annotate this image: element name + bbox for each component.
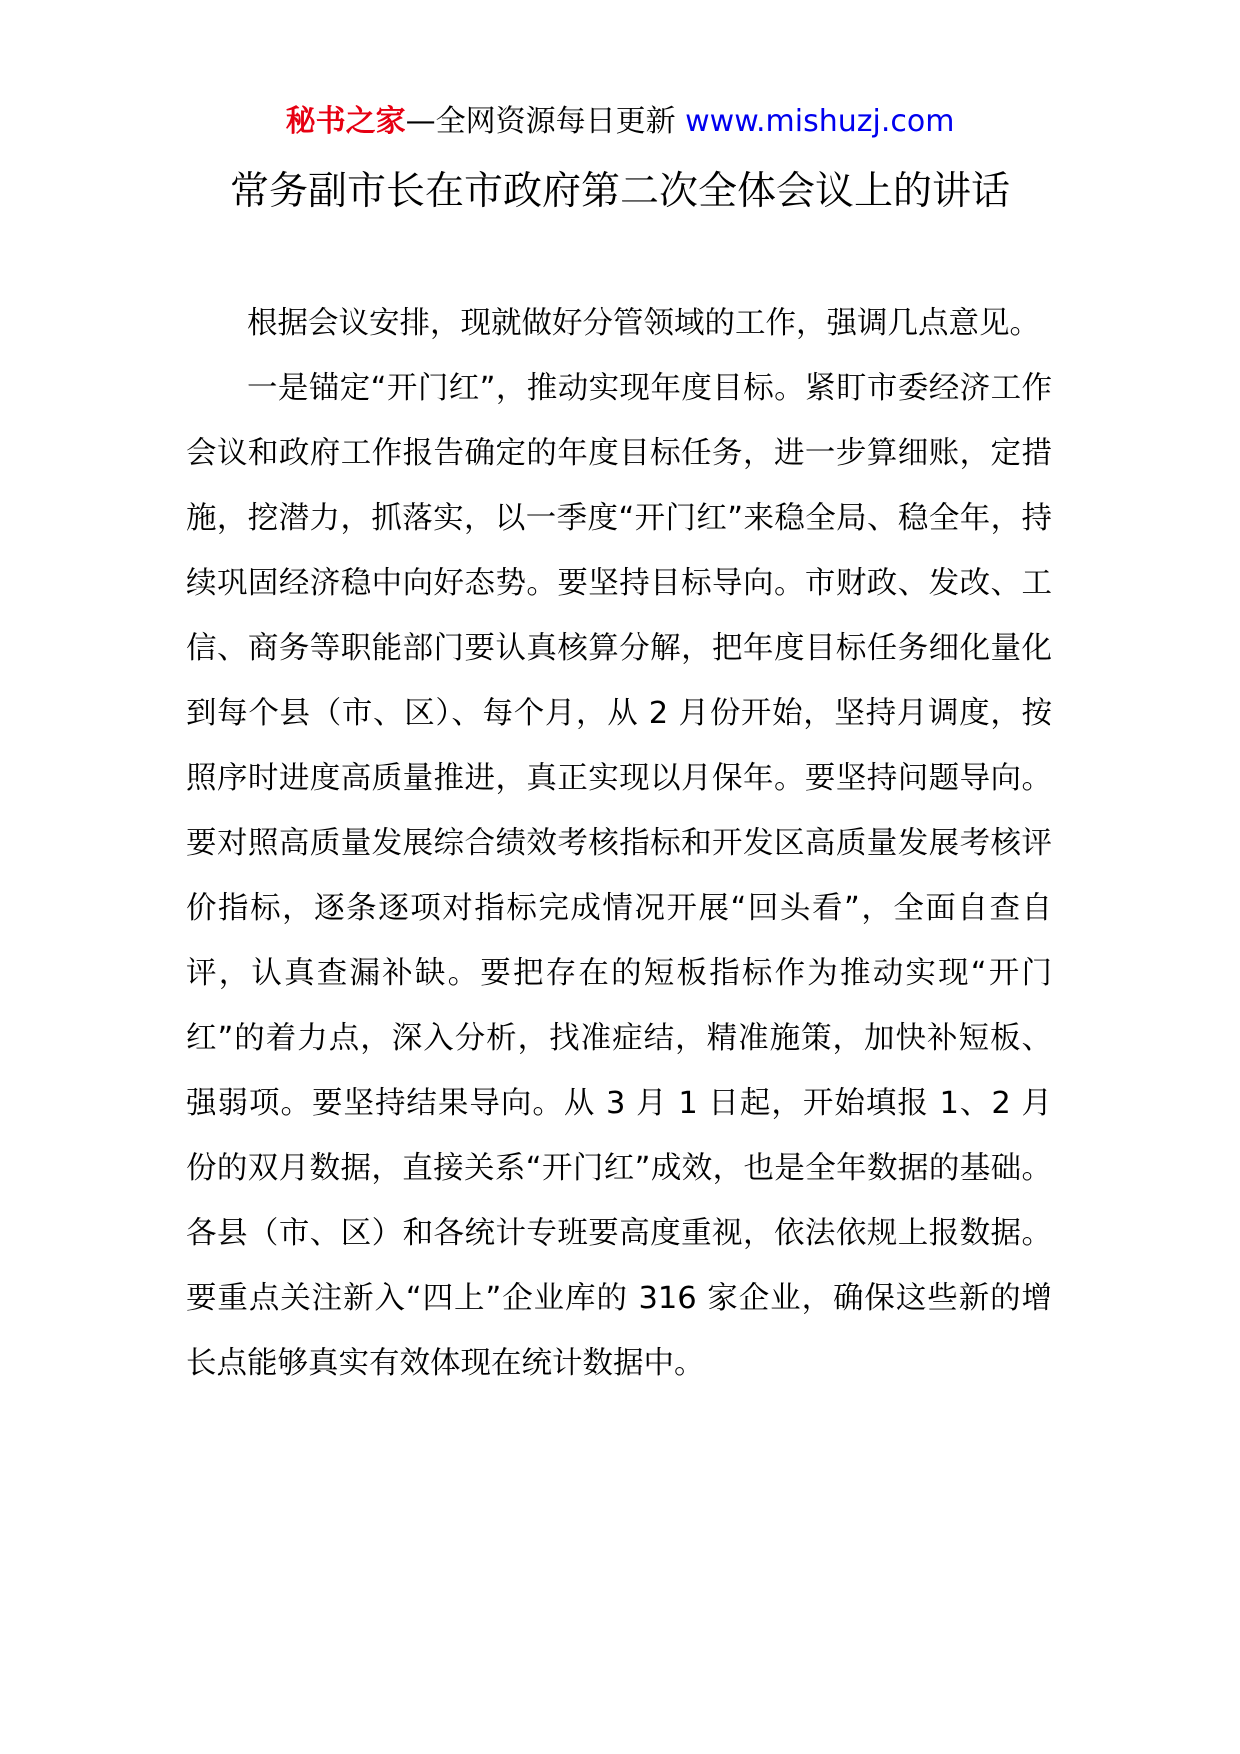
document-title: 常务副市长在市政府第二次全体会议上的讲话	[229, 169, 1010, 214]
document-body	[186, 291, 1052, 1396]
paragraph-point-one: 一是锚定“开门红”，推动实现年度目标。紧盯市委经济工作会议和政府工作报告确定的年度目标任务，进一步算细账，定措施，挖潜力，抓落实，以一季度“开门红”来稳全局、稳全年，持续巩固经济稳中向好态势。要坚持目标导向。市财政、发改、工信、商务等职能部门要认真核算分解，把年度目标任务细化量化到每个县（市、区）、每个月，从 2 月份开始，坚持月调度，按照序时进度高质量推进，真正实现以月保年。要坚持问题导向。要对照高质量发展综合绩效考核指标和开发区高质量发展考核评价指标，逐条逐项对指标完成情况开展“回头看”，全面自查自评，认真查漏补缺。要把存在的短板指标作为推动实现“开门红”的着力点，深入分析，找准症结，精准施策，加快补短板、强弱项。要坚持结果导向。从 3 月 1 日起，开始填报 1、2 月份的双月数据，直接关系“开门红”成效，也是全年数据的基础。各县（市、区）和各统计专班要高度重视，依法依规上报数据。要重点关注新入“四上”企业库的 316 家企业，确保这些新的增长点能够真实有效体现在统计数据中。	[186, 371, 1052, 1381]
site-url-link[interactable]: www.mishuzj.com	[685, 104, 955, 139]
paragraph-intro: 根据会议安排，现就做好分管领域的工作，强调几点意见。	[247, 306, 1040, 341]
site-header	[0, 100, 1240, 144]
site-brand: 秘书之家	[285, 104, 406, 139]
site-tagline: —全网资源每日更新	[405, 104, 686, 139]
